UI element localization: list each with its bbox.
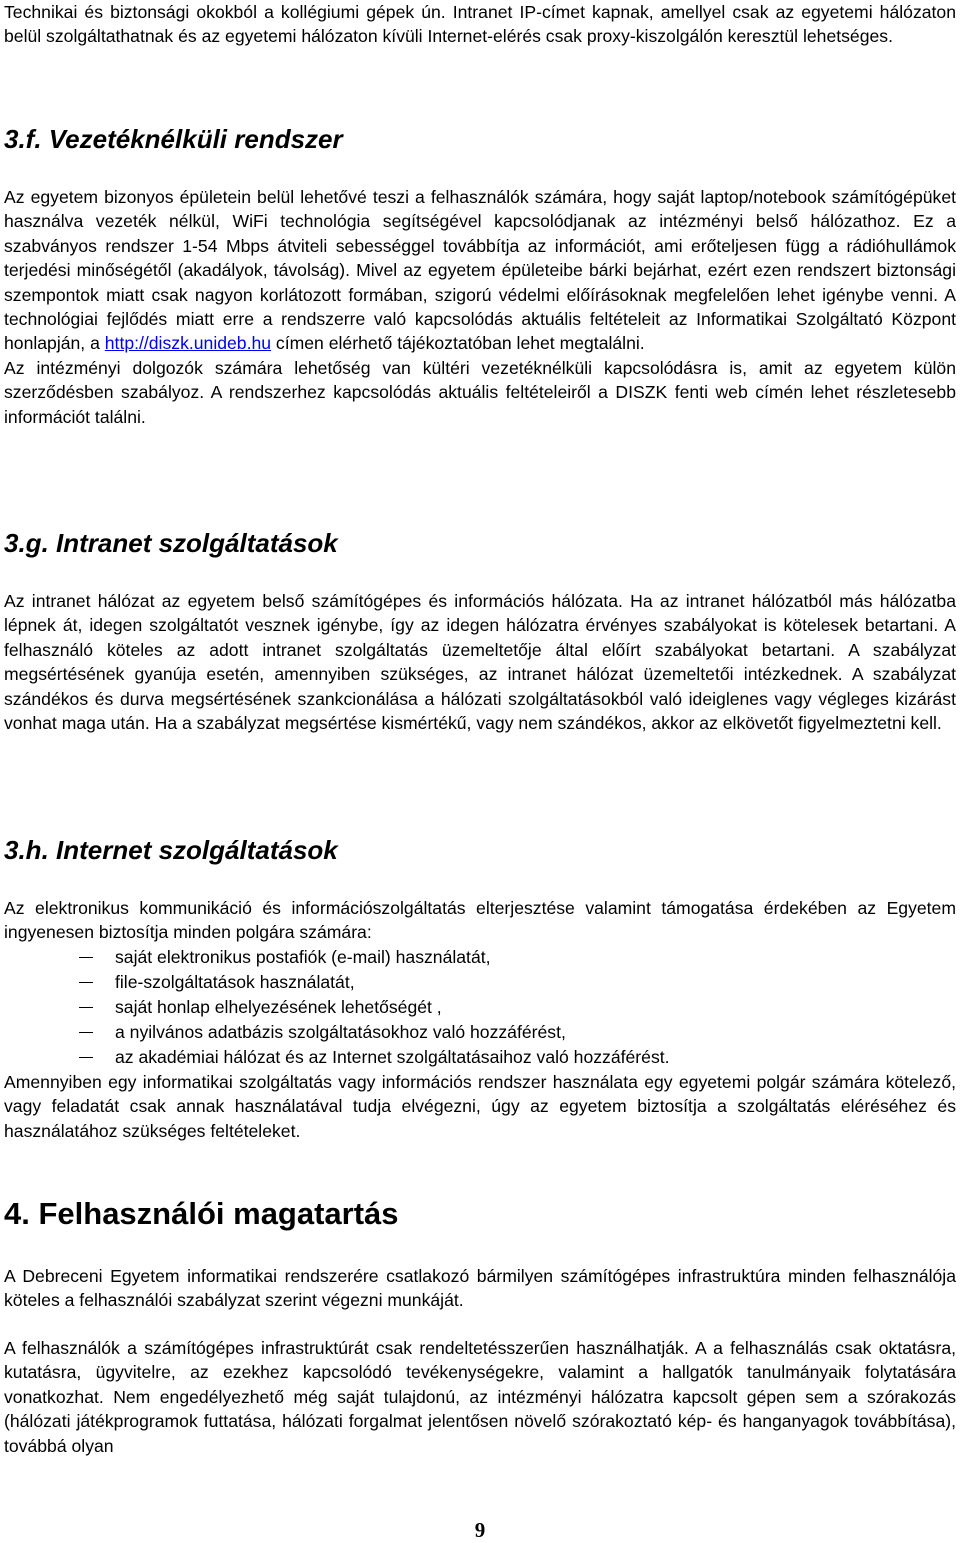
- section-3h-body: [4, 896, 956, 1143]
- section-3h-paragraph-1: Az elektronikus kommunikáció és információszolgáltatás elterjesztése valamint támogatása érdekében az Egyetem ingyenesen biztosítja minden polgára számára:: [4, 898, 956, 943]
- section-4-body-2: [4, 1336, 956, 1458]
- list-item: file-szolgáltatások használatát,: [4, 970, 956, 995]
- section-3g-paragraph-1: Az intranet hálózat az egyetem belső számítógépes és információs hálózata. Ha az intranet hálózatból más hálózatba lépnek át, idegen szolgáltatót vesznek igénybe, így az idegen hálózatra érvényes szabályokat is kötelesek betartani. A felhasználó köteles az adott intranet szolgáltatás üzemeltetője által előírt szabályokat betartani. A szabályzat megsértésének gyanúja esetén, amennyiben szükséges, az intranet hálózat üzemeltetői intézkednek. A szabályzat szándékos és durva megsértésének szankcionálása a hálózati szolgáltatásokból való ideiglenes vagy végleges kizárást vonhat maga után. Ha a szabályzat megsértése kismértékű, vagy nem szándékos, akkor az elkövetőt figyelmeztetni kell.: [4, 591, 956, 734]
- list-item: saját elektronikus postafiók (e-mail) használatát,: [4, 945, 956, 970]
- intro-section: [4, 0, 956, 49]
- section-4-paragraph-2: A felhasználók a számítógépes infrastruktúrát csak rendeltetésszerűen használhatják. A a felhasználás csak oktatásra, kutatásra, ügyvitelre, az ezekhez kapcsolódó tevékenységekre, valamint a hallgatók tanulmányaik folytatására vonatkozhat. Nem engedélyezhető még saját tulajdonú, az intézményi hálózatra kapcsolt gépen sem a szórakozás (hálózati játékprogramok futtatása, hálózati forgalmat jelentősen növelő szórakoztató kép- és hanganyagok továbbítása), továbbá olyan: [4, 1338, 956, 1456]
- section-3f-text-after-link: címen elérhető tájékoztatóban lehet megtalálni.: [271, 333, 645, 354]
- heading-4: 4. Felhasználói magatartás: [4, 1196, 399, 1231]
- diszk-link[interactable]: http://diszk.unideb.hu: [104, 333, 272, 354]
- services-list: [4, 945, 956, 1070]
- section-4-paragraph-1: A Debreceni Egyetem informatikai rendszerére csatlakozó bármilyen számítógépes infrastruktúra minden felhasználója köteles a felhasználói szabályzat szerint végezni munkáját.: [4, 1266, 956, 1311]
- section-3f-body: [4, 185, 956, 429]
- heading-3h: 3.h. Internet szolgáltatások: [4, 835, 338, 865]
- list-item: a nyilvános adatbázis szolgáltatásokhoz való hozzáférést,: [4, 1020, 956, 1045]
- list-item: az akadémiai hálózat és az Internet szolgáltatásaihoz való hozzáférést.: [4, 1045, 956, 1070]
- section-3f-paragraph-2: Az intézményi dolgozók számára lehetőség van kültéri vezetéknélküli kapcsolódásra is, amit az egyetem külön szerződésben szabályoz. A rendszerhez kapcsolódás aktuális feltételeiről a DISZK fenti web címén lehet részletesebb információt találni.: [4, 357, 956, 427]
- heading-3g: 3.g. Intranet szolgáltatások: [4, 528, 338, 558]
- intro-paragraph: Technikai és biztonsági okokból a kollégiumi gépek ún. Intranet IP-címet kapnak, amellyel csak az egyetemi hálózaton belül szolgáltathatnak és az egyetemi hálózaton kívüli Internet-elérés csak proxy-kiszolgálón keresztül lehetséges.: [4, 2, 956, 47]
- list-item: saját honlap elhelyezésének lehetőségét ,: [4, 995, 956, 1020]
- page-number: 9: [474, 1518, 486, 1542]
- section-3f-text-before-link: Az egyetem bizonyos épületein belül lehetővé teszi a felhasználók számára, hogy saját laptop/notebook számítógépüket használva vezeték nélkül, WiFi technológia segítségével kapcsolódjanak az intézményi belső hálózathoz. Ez a szabványos rendszer 1-54 Mbps átviteli sebességgel továbbítja az információt, ami erőteljesen függ a rádióhullámok terjedési minőségétől (akadályok, távolság). Mivel az egyetem épületeibe bárki bejárhat, ezért ezen rendszert biztonsági szempontok miatt csak nagyon korlátozott formában, szigorú védelmi előírásoknak megfelelően lehet igénybe venni. A technológiai fejlődés miatt erre a rendszerre való kapcsolódás aktuális feltételeit az Informatikai Szolgáltató Központ honlapján, a: [4, 187, 956, 354]
- section-3g-body: [4, 589, 956, 735]
- section-4-body: [4, 1264, 956, 1313]
- section-3h-paragraph-2: Amennyiben egy informatikai szolgáltatás vagy információs rendszer használata egy egyetemi polgár számára kötelező, vagy feladatát csak annak használatával tudja elvégezni, úgy az egyetem biztosítja a szolgáltatás eléréséhez és használatához szükséges feltételeket.: [4, 1071, 956, 1141]
- heading-3f: 3.f. Vezetéknélküli rendszer: [4, 124, 343, 154]
- section-3f-paragraph-1: [4, 185, 956, 356]
